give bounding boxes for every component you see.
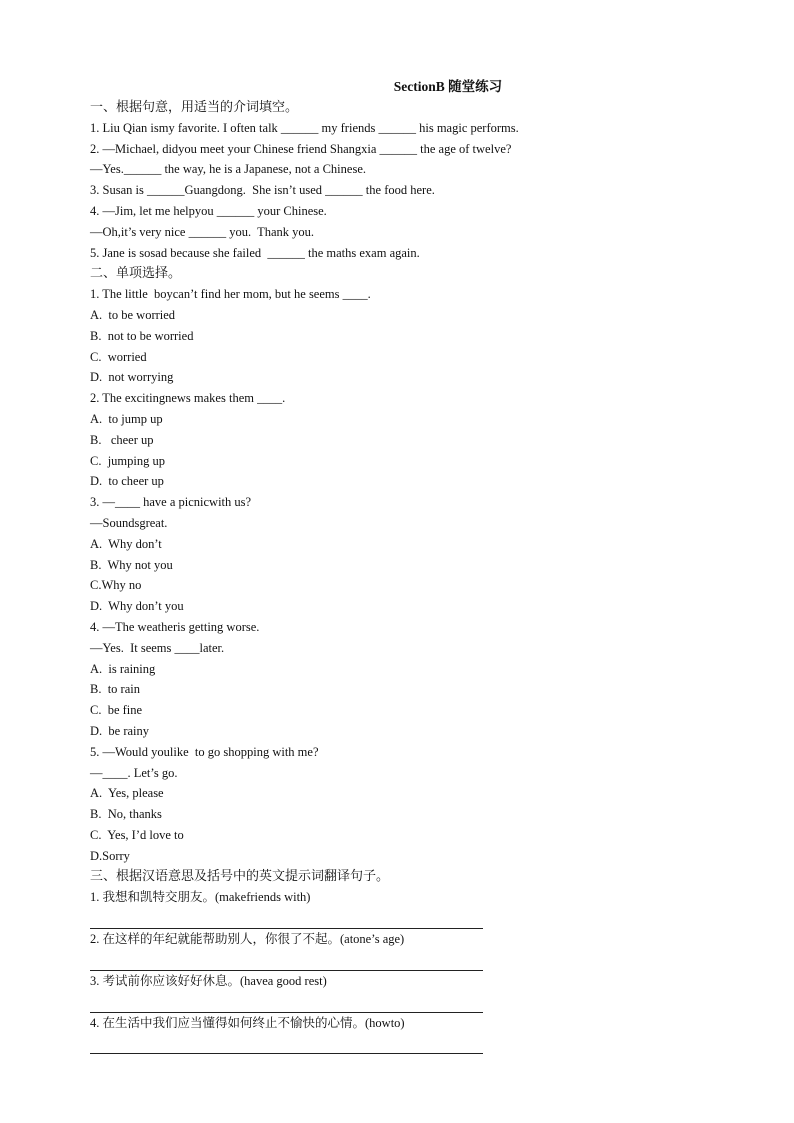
answer-area[interactable] (90, 908, 710, 929)
question-line: 2. —Michael, didyou meet your Chinese friend Shangxia ______ the age of twelve? (90, 141, 512, 156)
translation-prompt: 2. 在这样的年纪就能帮助别人，你很了不起。(atone’s age) (90, 932, 405, 947)
option-line: C. jumping up (90, 453, 166, 468)
question-line: 5. Jane is sosad because she failed ______ the maths exam again. (90, 245, 420, 260)
translation-prompt: 3. 考试前你应该好好休息。(havea good rest) (90, 973, 327, 988)
answer-line (90, 950, 483, 971)
section-heading: 三、根据汉语意思及括号中的英文提示词翻译句子。 (90, 868, 390, 884)
question-line: 5. —Would youlike to go shopping with me? (90, 744, 319, 759)
question-line: 3. Susan is ______Guangdong. She isn’t used ______ the food here. (90, 183, 435, 198)
question-line: 4. —The weatheris getting worse. (90, 619, 260, 634)
option-line: B. Why not you (90, 557, 173, 572)
option-line: B. cheer up (90, 432, 154, 447)
answer-area[interactable] (90, 950, 710, 971)
option-line: B. not to be worried (90, 328, 194, 343)
option-line: A. to be worried (90, 307, 176, 322)
question-line: —Yes. It seems ____later. (90, 640, 225, 655)
section-translation (90, 866, 710, 1054)
question-line: 3. —____ have a picnicwith us? (90, 495, 252, 510)
question-line: 1. Liu Qian ismy favorite. I often talk ______ my friends ______ his magic performs. (90, 120, 519, 135)
question-line: 4. —Jim, let me helpyou ______ your Chinese. (90, 203, 327, 218)
option-line: C.Why no (90, 578, 142, 593)
section-multiple-choice (90, 263, 710, 866)
page-title: SectionB 随堂练习 (393, 79, 503, 94)
answer-line (90, 1033, 483, 1054)
answer-area[interactable] (90, 1033, 710, 1054)
option-line: D.Sorry (90, 848, 130, 863)
answer-line (90, 992, 483, 1013)
option-line: A. is raining (90, 661, 156, 676)
section-heading: 一、根据句意，用适当的介词填空。 (90, 99, 299, 114)
option-line: D. to cheer up (90, 474, 164, 489)
option-line: C. be fine (90, 703, 143, 718)
option-line: C. Yes, I’d love to (90, 827, 184, 842)
question-line: —Yes.______ the way, he is a Japanese, not a Chinese. (90, 162, 366, 177)
section-heading: 二、单项选择。 (90, 265, 182, 281)
question-line: 1. The little boycan’t find her mom, but he seems ____. (90, 287, 371, 302)
option-line: B. to rain (90, 682, 140, 697)
option-line: B. No, thanks (90, 807, 162, 822)
question-line: —Oh,it’s very nice ______ you. Thank you. (90, 224, 315, 239)
translation-prompt: 1. 我想和凯特交朋友。(makefriends with) (90, 890, 311, 905)
option-line: D. not worrying (90, 370, 174, 385)
option-line: A. Yes, please (90, 786, 164, 801)
question-line: 2. The excitingnews makes them ____. (90, 391, 286, 406)
translation-prompt: 4. 在生活中我们应当懂得如何终止不愉快的心情。(howto) (90, 1015, 405, 1030)
question-line: —Soundsgreat. (90, 515, 168, 530)
option-line: D. be rainy (90, 723, 150, 738)
option-line: D. Why don’t you (90, 599, 184, 614)
option-line: C. worried (90, 349, 147, 364)
option-line: A. to jump up (90, 411, 163, 426)
answer-area[interactable] (90, 992, 710, 1013)
question-line: —____. Let’s go. (90, 765, 178, 780)
document-page (90, 76, 710, 1054)
section-prepositions (90, 97, 710, 263)
answer-line (90, 908, 483, 929)
option-line: A. Why don’t (90, 536, 162, 551)
